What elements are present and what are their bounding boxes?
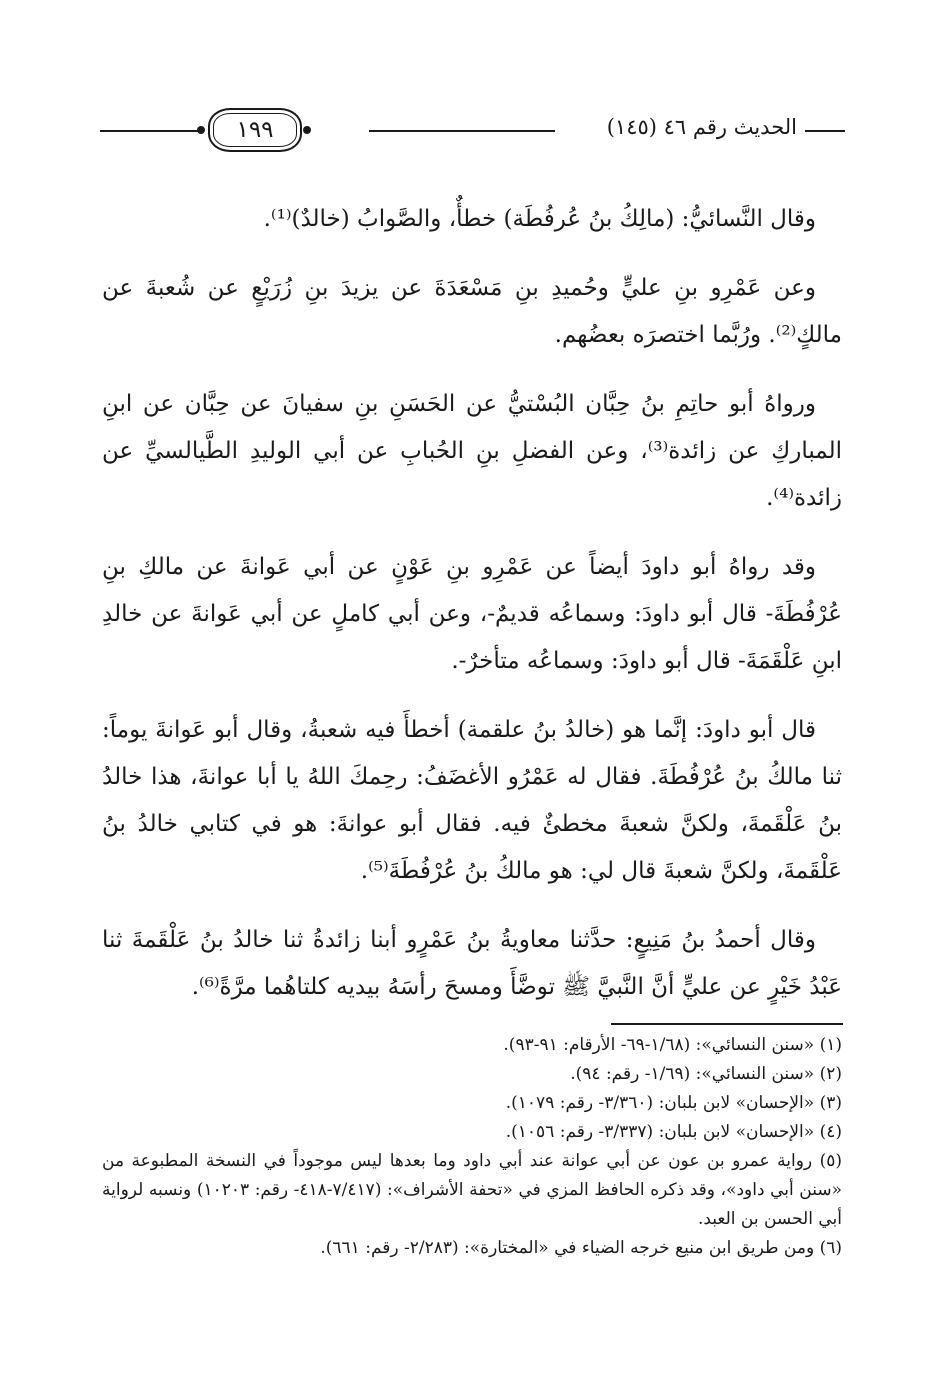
header-rule-middle xyxy=(369,130,555,132)
footnote: (٥) رواية عمرو بن عون عن أبي عوانة عند أبي داود وما بعدها ليس موجوداً في النسخة المطبوعة من «سنن أبي داود»، وقد ذكره الحافظ المزي في «تحفة الأشراف»: (٧/٤١٧-٤١٨- رقم: ١٠٢٠٣) ونسبه لرواية أبي الحسن بن العبد. xyxy=(102,1151,842,1229)
paragraph: وقال النَّسائيُّ: (مالِكُ بنُ عُرفُطَة) خطأٌ، والصَّوابُ (خالدٌ)⁽¹⁾. xyxy=(263,206,816,232)
footnote: (٣) «الإحسان» لابن بلبان: (٣/٣٦٠- رقم: ١٠٧٩). xyxy=(505,1093,842,1113)
footnote-separator xyxy=(611,1023,843,1025)
footnote: (٦) ومن طريق ابن منيع خرجه الضياء في «المختارة»: (٢/٢٨٣- رقم: ٦٦١). xyxy=(320,1238,842,1258)
footnote: (٤) «الإحسان» لابن بلبان: (٣/٣٣٧- رقم: ١٠٥٦). xyxy=(505,1122,842,1142)
paragraph: ورواهُ أبو حاتِمِ بنُ حِبَّان البُسْتيُّ عن الحَسَنِ بنِ سفيانَ عن حِبَّان عن ابنِ المباركِ عن زائدة⁽³⁾، وعن الفضلِ بنِ الحُبابِ عن أبي الوليدِ الطَّيالسيِّ عن زائدة⁽⁴⁾. xyxy=(102,391,842,511)
header-rule-left xyxy=(100,130,200,132)
paragraph: قال أبو داودَ: إنَّما هو (خالدُ بنُ علقمة) أخطأَ فيه شعبةُ، وقال أبو عَوانةَ يوماً: ثنا مالكُ بنُ عُرْفُطَةَ. فقال له عَمْرُو الأغضَفُ: رحِمكَ اللهُ يا أبا عوانةَ، هذا خالدُ بنُ عَلْقَمةَ، ولكنَّ شعبةَ مخطئٌ فيه. فقال أبو عوانةَ: هو في كتابي خالدُ بنُ عَلْقَمةَ، ولكنَّ شعبةَ قال لي: هو مالكُ بنُ عُرْفُطَةَ⁽⁵⁾. xyxy=(102,717,842,884)
footnote: (٢) «سنن النسائي»: (١/٦٩- رقم: ٩٤). xyxy=(570,1064,842,1084)
ornament-dot-right xyxy=(303,126,311,134)
paragraph: وعن عَمْرِو بنِ عليٍّ وحُميدِ بنِ مَسْعَدَةَ عن يزيدَ بنِ زُرَيْعٍ عن شُعبةَ عن مالكٍ⁽²⁾. ورُبَّما اختصرَه بعضُهم. xyxy=(102,275,842,348)
running-header xyxy=(100,108,845,152)
page-number: ١٩٩ xyxy=(208,108,302,152)
paragraph: وقال أحمدُ بنُ مَنِيعٍ: حدَّثنا معاويةُ بنُ عَمْرٍو أبنا زائدةُ ثنا خالدُ بنُ عَلْقَمةَ ثنا عَبْدُ خَيْرٍ عن عليٍّ أنَّ النَّبيَّ ﷺ توضَّأَ ومسحَ رأسَهُ بيديه كلتاهُما مرَّةً⁽⁶⁾. xyxy=(102,927,842,1000)
footnote: (١) «سنن النسائي»: (١/٦٨-٦٩- الأرقام: ٩١-٩٣). xyxy=(503,1035,842,1055)
paragraph: وقد رواهُ أبو داودَ أيضاً عن عَمْرِو بنِ عَوْنٍ عن أبي عَوانةَ عن مالكِ بنِ عُرْفُطَةَ- قال أبو داودَ: وسماعُه قديمٌ-، وعن أبي كاملٍ عن أبي عَوانةَ عن خالدِ ابنِ عَلْقَمَةَ- قال أبو داودَ: وسماعُه متأخرٌ-. xyxy=(102,554,842,674)
footnotes xyxy=(102,1031,842,1263)
header-rule-right xyxy=(805,130,845,132)
main-text xyxy=(102,196,842,1033)
header-title: الحديث رقم ٤٦ (١٤٥) xyxy=(606,115,797,139)
